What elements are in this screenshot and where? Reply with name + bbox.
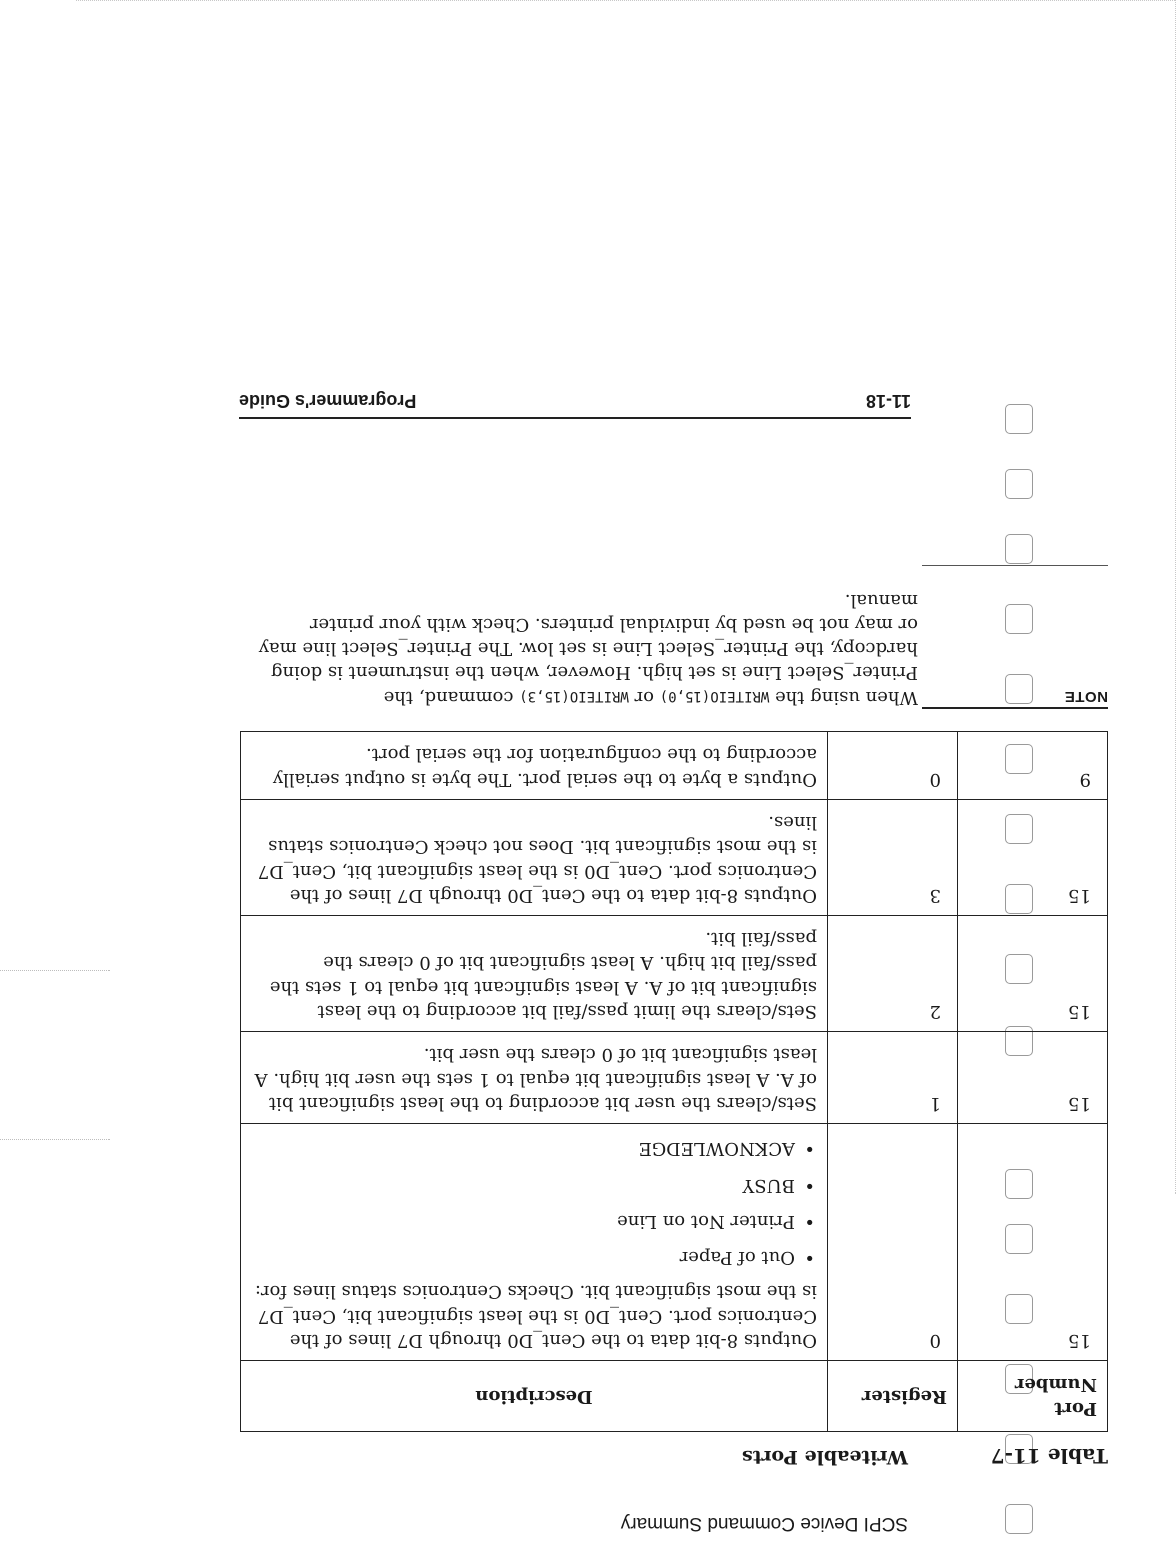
table-caption xyxy=(238,1438,1108,1468)
note-text-part: command, the Printer_Select Line is set high. However, when the instrument is doing hardcopy, the Printer_Select Line is set low. The Printer_Select line may or may not be used by individual printers. Check with your printer manual. xyxy=(258,590,918,708)
writeable-ports-table xyxy=(240,731,1108,1432)
table-row xyxy=(241,799,1108,915)
punch-hole xyxy=(1005,404,1033,434)
punch-hole xyxy=(1005,469,1033,499)
table-row xyxy=(241,732,1108,800)
list-item: • Out of Paper xyxy=(251,1245,795,1269)
table-header-row xyxy=(241,1361,1108,1432)
register-cell: 3 xyxy=(828,799,958,915)
section-title: SCPI Device Command Summary xyxy=(620,1513,908,1534)
description-cell xyxy=(241,1123,828,1360)
note-text-part: When using the xyxy=(775,687,918,708)
header-description: Description xyxy=(241,1361,828,1432)
note-text-part: or xyxy=(634,687,654,708)
margin-mark xyxy=(0,1139,110,1140)
port-cell: 15 xyxy=(958,1123,1108,1360)
port-cell: 15 xyxy=(958,915,1108,1031)
guide-title: Programmer's Guide xyxy=(239,391,417,411)
port-cell: 9 xyxy=(958,732,1108,800)
list-item: • ACKNOWLEDGE xyxy=(251,1136,795,1160)
description-cell: Outputs a byte to the serial port. The byte is output serially according to the configuration for the serial port. xyxy=(241,732,828,800)
table-row xyxy=(241,915,1108,1031)
port-cell: 15 xyxy=(958,1032,1108,1124)
table-number: Table 11-7 xyxy=(990,1444,1108,1468)
punch-hole xyxy=(1005,1504,1033,1534)
description-cell: Outputs 8-bit data to the Cent_D0 through D7 lines of the Centronics port. Cent_D0 is the least significant bit, Cent_D7 is the most significant bit. Does not check Centronics status lines. xyxy=(241,799,828,915)
page-footer xyxy=(239,383,911,419)
header-port-number xyxy=(958,1361,1108,1432)
header-register: Register xyxy=(828,1361,958,1432)
note-rule xyxy=(922,707,1108,709)
section-header xyxy=(248,1512,908,1534)
register-cell: 1 xyxy=(828,1032,958,1124)
note-end-rule xyxy=(922,565,1108,566)
punch-hole xyxy=(1005,534,1033,564)
register-cell: 0 xyxy=(828,1123,958,1360)
punch-hole xyxy=(1005,604,1033,634)
note-text xyxy=(248,588,918,709)
table-row xyxy=(241,1032,1108,1124)
list-item: • BUSY xyxy=(251,1172,795,1196)
note-label: NOTE xyxy=(1064,688,1108,705)
punch-hole xyxy=(1005,674,1033,704)
note-command-2: WRITEIO(15,3) xyxy=(519,688,629,704)
list-item: • Printer Not on Line xyxy=(251,1209,795,1233)
header-port-line2: Number xyxy=(1014,1374,1097,1395)
note-command-1: WRITEIO(15,0) xyxy=(659,688,770,704)
margin-mark xyxy=(0,970,110,971)
header-port-line1: Port xyxy=(1054,1398,1097,1420)
port-cell: 15 xyxy=(958,799,1108,915)
page-number: 11-18 xyxy=(865,391,911,411)
table-title: Writeable Ports xyxy=(741,1446,908,1468)
description-cell: Sets/clears the user bit according to the least significant bit of A. A least significant bit equal to 1 sets the user bit high. A least significant bit of 0 clears the user bit. xyxy=(241,1032,828,1124)
register-cell: 0 xyxy=(828,732,958,800)
register-cell: 2 xyxy=(828,915,958,1031)
description-cell: Sets/clears the limit pass/fail bit according to the least significant bit of A. A least significant bit equal to 1 sets the pass/fail bit high. A least significant bit of 0 clears the pass/fail bit. xyxy=(241,915,828,1031)
status-line-list xyxy=(251,1136,817,1269)
table-row xyxy=(241,1123,1108,1360)
description-text: Outputs 8-bit data to the Cent_D0 through D7 lines of the Centronics port. Cent_D0 is the least significant bit, Cent_D7 is the most significant bit. Checks Centronics status lines for: xyxy=(254,1281,817,1351)
